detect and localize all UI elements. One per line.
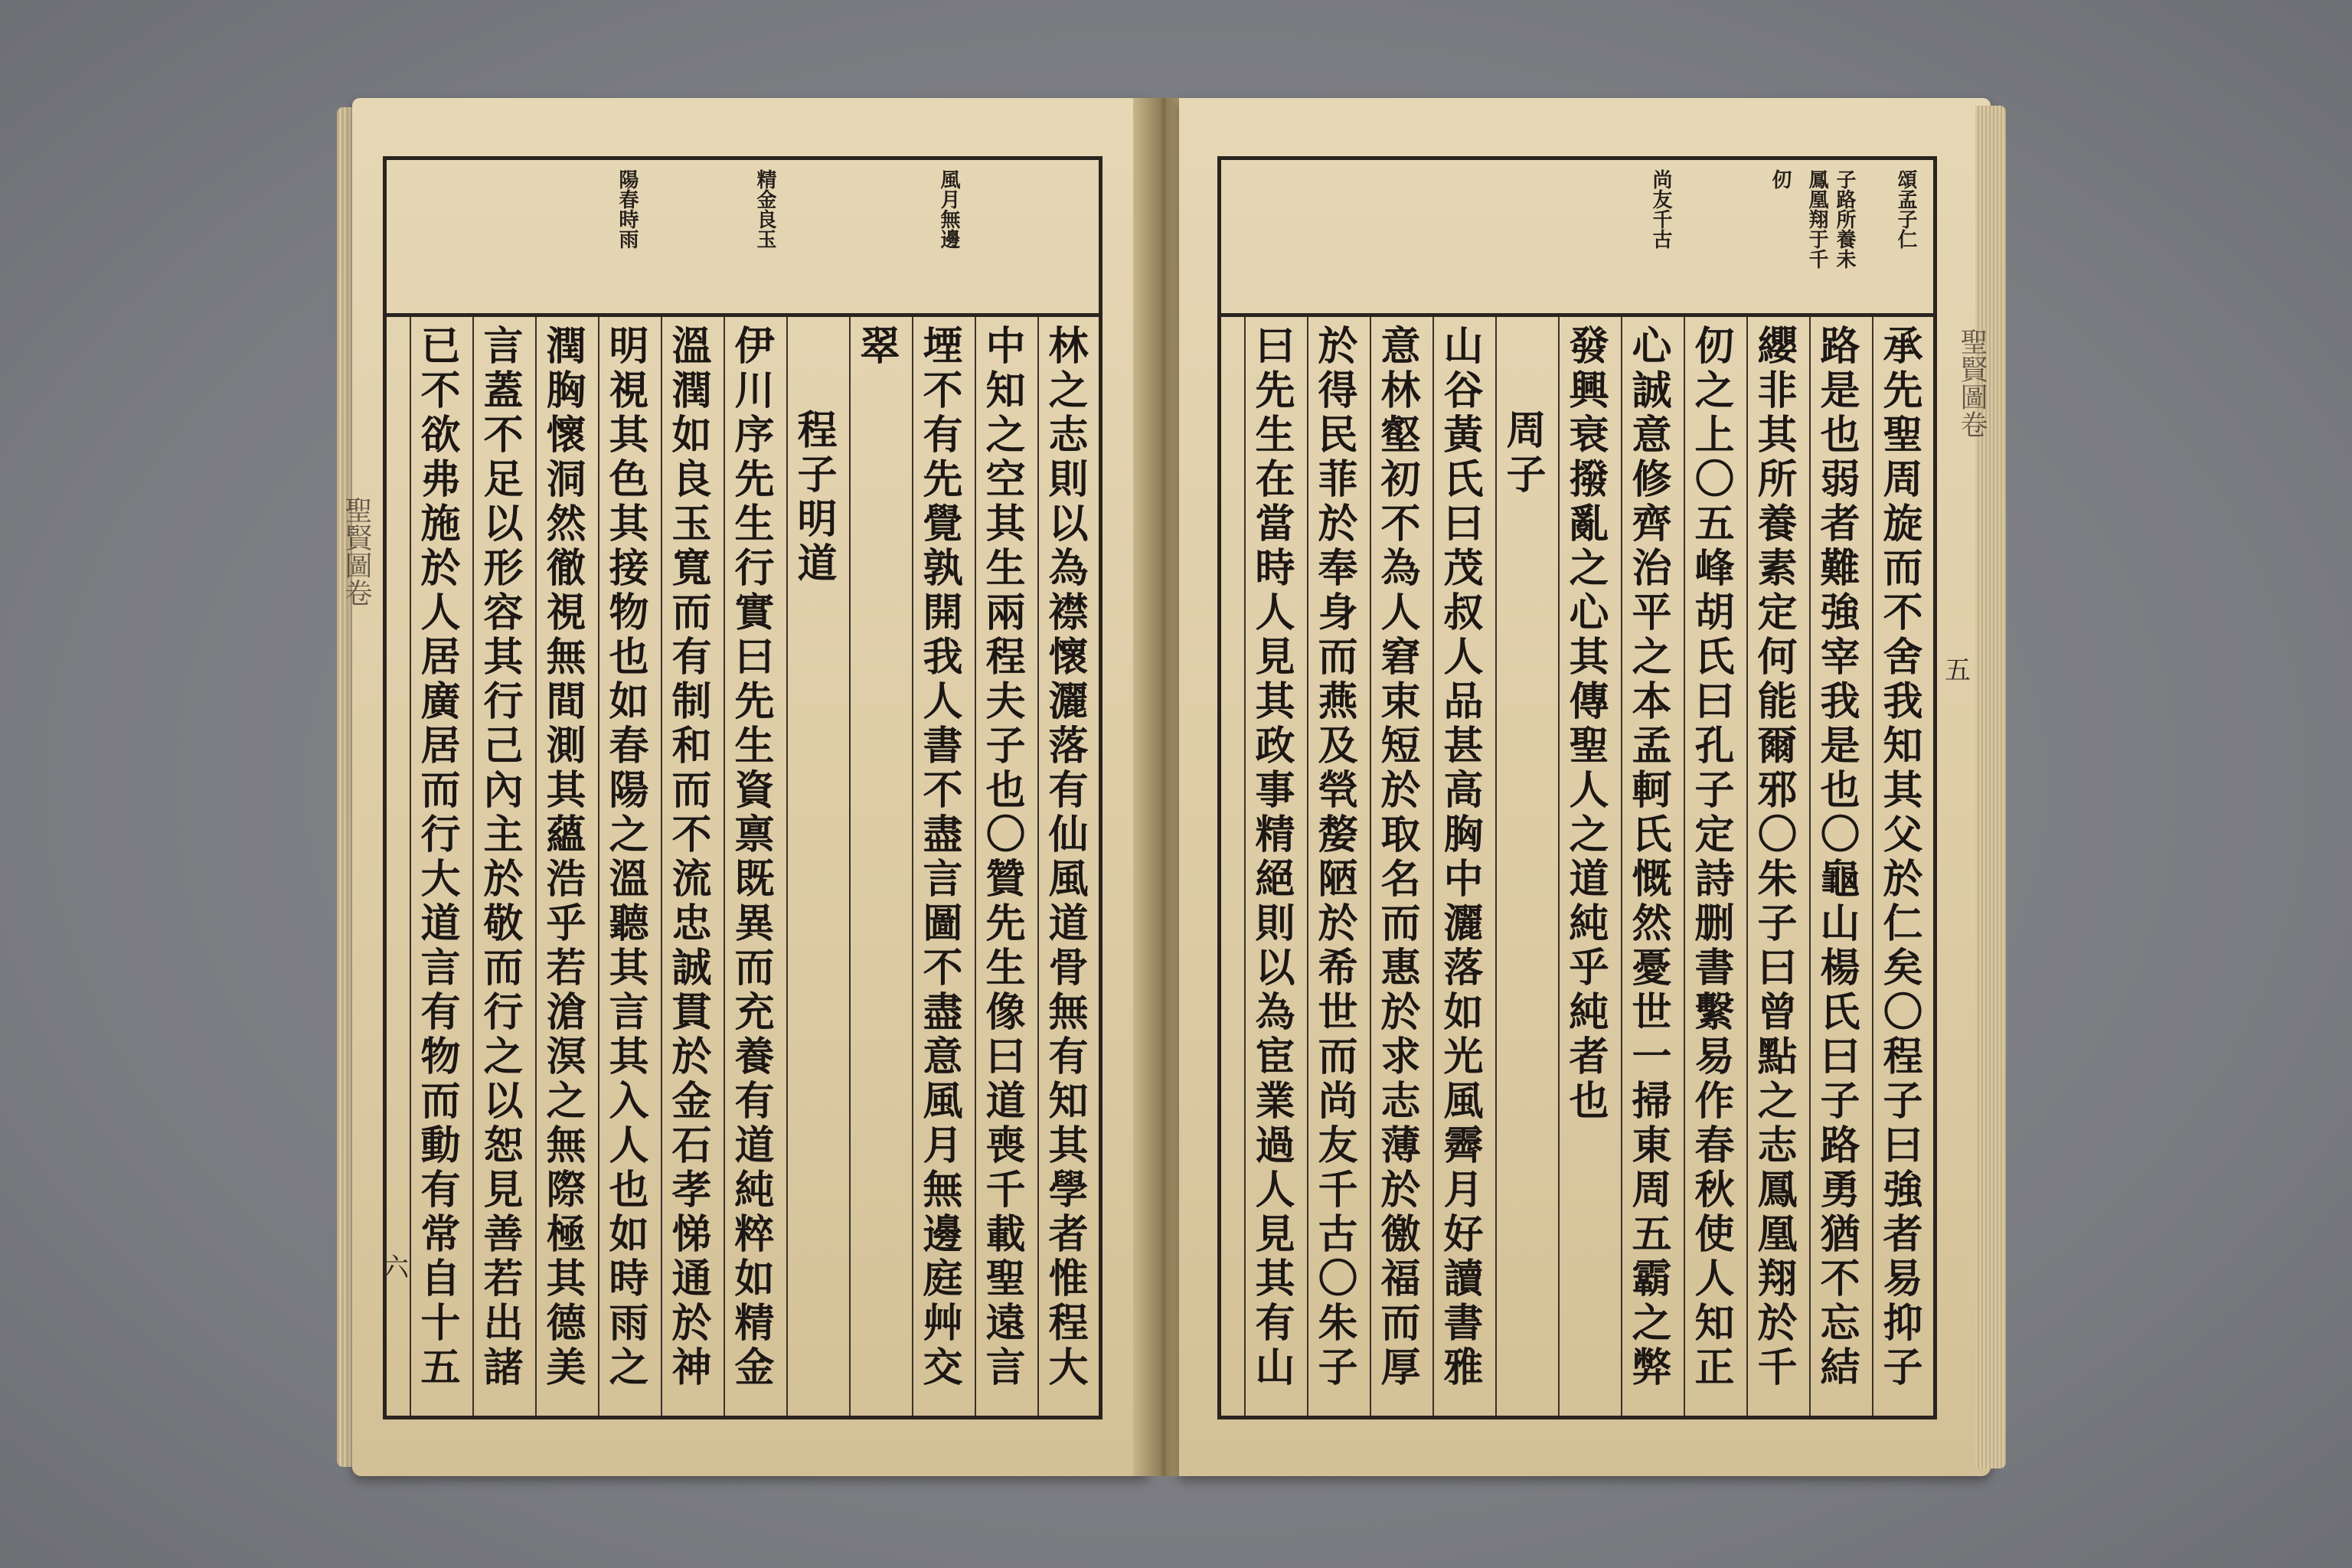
right-page-frame [1217, 156, 1937, 1419]
text-column: 溫潤如良玉寬而有制和而不流忠誠貫於金石孝悌通於神 [661, 317, 713, 1416]
text-column: 纓非其所養素定何能爾邪〇朱子曰曾點之志鳳凰翔於千 [1746, 317, 1798, 1416]
text-column: 發興衰撥亂之心其傳聖人之道純乎純者也 [1558, 317, 1610, 1416]
header-note: 頌孟子仁 [1894, 169, 1917, 249]
right-header-band [1221, 160, 1933, 317]
text-column: 言蓋不足以形容其行己內主於敬而行之以恕見善若出諸 [472, 317, 524, 1416]
header-note: 仞 [1769, 169, 1792, 189]
text-column: 中知之空其生兩程夫子也〇贊先生像曰道喪千載聖遠言 [975, 317, 1027, 1416]
text-column: 明視其色其接物也如春陽之溫聽其言其入人也如時雨之 [598, 317, 650, 1416]
fold-label: 聖賢圖卷 [341, 496, 372, 606]
text-column: 曰先生在當時人見其政事精絕則以為宦業過人見其有山 [1244, 317, 1296, 1416]
text-column: 山谷黃氏曰茂叔人品甚高胸中灑落如光風霽月好讀書雅 [1432, 317, 1485, 1416]
text-column: 於得民菲於奉身而燕及煢嫠陋於希世而尚友千古〇朱子 [1307, 317, 1359, 1416]
open-book [337, 98, 2006, 1491]
text-column: 林之志則以為襟懷灑落有仙風道骨無有知其學者惟程大 [1037, 317, 1089, 1416]
header-note: 鳳凰翔于千 [1805, 169, 1828, 269]
page-number: 五 [1945, 655, 1971, 686]
left-header-band [387, 160, 1099, 317]
section-heading: 程子明道 [790, 409, 837, 586]
right-page-edges [1975, 106, 2006, 1468]
text-column: 意林壑初不為人窘束短於取名而惠於求志薄於徼福而厚 [1370, 317, 1422, 1416]
header-note: 陽春時雨 [616, 169, 639, 249]
fold-label: 聖賢圖卷 [1956, 328, 1988, 438]
header-note: 風月無邊 [937, 169, 960, 249]
left-page-frame [383, 156, 1102, 1419]
text-column: 潤胸懷洞然徹視無間測其蘊浩乎若滄溟之無際極其德美 [535, 317, 587, 1416]
left-text-columns [387, 317, 1099, 1416]
right-text-columns [1221, 317, 1933, 1416]
text-column: 心誠意修齊治平之本孟軻氏慨然憂世一掃東周五霸之弊 [1621, 317, 1673, 1416]
text-column [786, 317, 838, 1416]
header-note: 精金良玉 [753, 169, 776, 249]
header-note: 子路所養未 [1833, 169, 1856, 269]
text-column: 仞之上〇五峰胡氏曰孔子定詩删書繫易作春秋使人知正 [1684, 317, 1736, 1416]
text-column: 翠 [849, 317, 901, 1416]
text-column: 已不欲弗施於人居廣居而行大道言有物而動有常自十五 [410, 317, 462, 1416]
section-heading: 周子 [1499, 409, 1546, 498]
text-column: 路是也弱者難強宰我是也〇龜山楊氏曰子路勇猶不忘結 [1809, 317, 1861, 1416]
text-column: 堙不有先覺孰開我人書不盡言圖不盡意風月無邊庭艸交 [912, 317, 964, 1416]
header-note: 尚友千古 [1649, 169, 1672, 249]
text-column: 伊川序先生行實曰先生資禀既異而充養有道純粹如精金 [724, 317, 776, 1416]
text-column [1495, 317, 1547, 1416]
text-column: 承先聖周旋而不舍我知其父於仁矣〇程子曰強者易抑子 [1872, 317, 1924, 1416]
page-number: 六 [383, 1253, 409, 1283]
